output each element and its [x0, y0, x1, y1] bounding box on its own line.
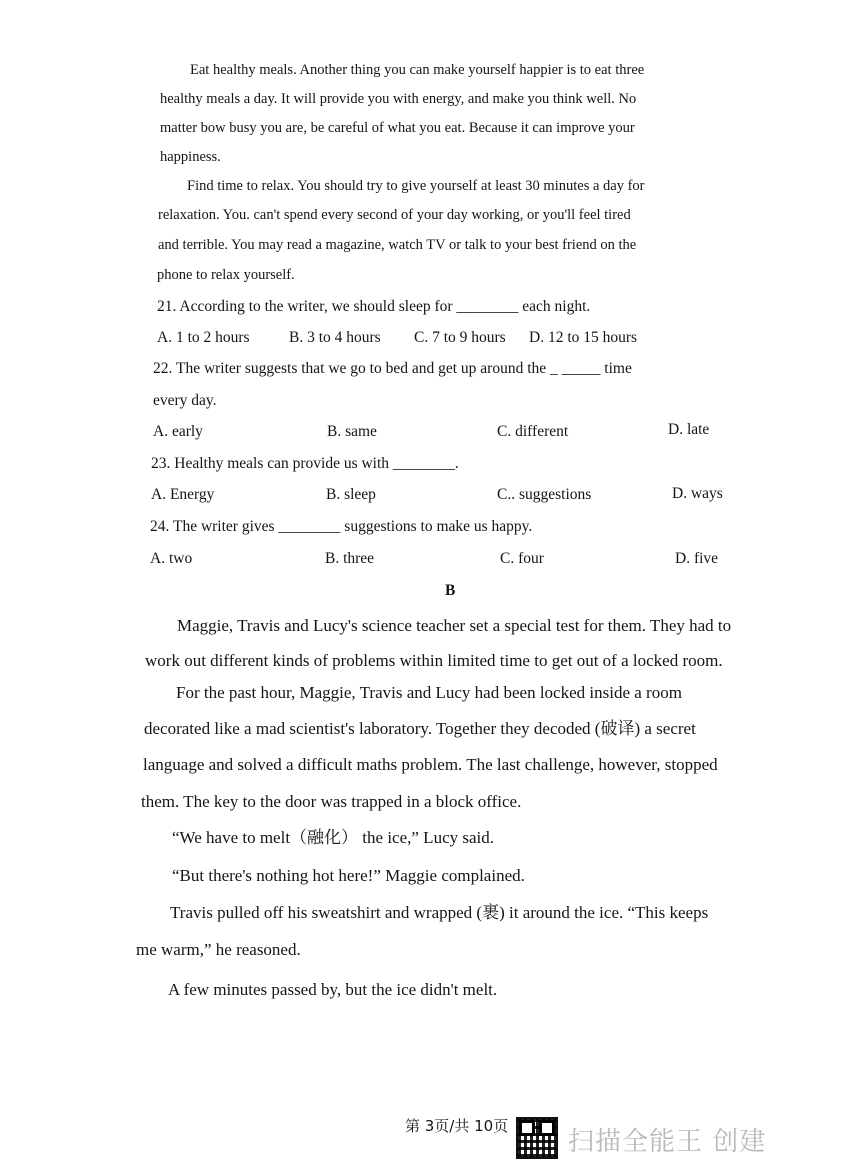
text-line: matter bow busy you are, be careful of what you eat. Because it can improve your — [160, 120, 635, 136]
text-line: For the past hour, Maggie, Travis and Lucy had been locked inside a room — [176, 683, 682, 702]
text-line: Travis pulled off his sweatshirt and wrapped (裹) it around the ice. “This keeps — [170, 903, 709, 922]
text-line: happiness. — [160, 149, 221, 165]
option-b: B. 3 to 4 hours — [289, 329, 381, 346]
text-line: Eat healthy meals. Another thing you can make yourself happier is to eat three — [190, 62, 645, 78]
option-b: B. sleep — [326, 486, 376, 503]
option-c: C.. suggestions — [497, 486, 592, 503]
text-line: them. The key to the door was trapped in a block office. — [141, 792, 522, 811]
dialogue-line: “We have to melt（融化） the ice,” Lucy said. — [172, 828, 494, 847]
text-line: phone to relax yourself. — [157, 267, 295, 283]
option-d: D. five — [675, 550, 719, 567]
dialogue-line: “But there's nothing hot here!” Maggie complained. — [172, 866, 525, 885]
option-a: A. two — [150, 550, 193, 567]
option-b: B. same — [327, 423, 377, 440]
page-number: 第 3页/共 10页 — [405, 1117, 509, 1135]
text-line: decorated like a mad scientist's laboratory. Together they decoded (破译) a secret — [144, 719, 696, 738]
question-stem-continued: every day. — [153, 392, 217, 409]
text-line: healthy meals a day. It will provide you with energy, and make you think well. No — [160, 91, 637, 107]
text-line: Find time to relax. You should try to give yourself at least 30 minutes a day for — [187, 178, 645, 194]
option-a: A. early — [153, 423, 203, 440]
option-d: D. 12 to 15 hours — [529, 329, 638, 346]
option-a: A. 1 to 2 hours — [157, 329, 250, 346]
qr-code-icon — [516, 1117, 558, 1159]
option-a: A. Energy — [151, 486, 215, 503]
question-stem: 21. According to the writer, we should sleep for ________ each night. — [157, 298, 591, 315]
text-line: language and solved a difficult maths problem. The last challenge, however, stopped — [143, 755, 718, 774]
question-stem: 22. The writer suggests that we go to bed and get up around the _ _____ time — [153, 360, 632, 377]
scanner-watermark: 扫描全能王 创建 — [568, 1127, 767, 1157]
option-c: C. four — [500, 550, 544, 567]
text-line: me warm,” he reasoned. — [136, 940, 301, 959]
question-stem: 24. The writer gives ________ suggestions to make us happy. — [150, 518, 533, 535]
text-line: A few minutes passed by, but the ice didn't melt. — [168, 980, 498, 999]
option-c: C. different — [497, 423, 569, 440]
text-line: relaxation. You. can't spend every second of your day working, or you'll feel tired — [158, 207, 631, 223]
text-line: Maggie, Travis and Lucy's science teacher set a special test for them. They had to — [177, 616, 732, 635]
text-line: and terrible. You may read a magazine, watch TV or talk to your best friend on the — [158, 237, 637, 253]
option-b: B. three — [325, 550, 375, 567]
question-stem: 23. Healthy meals can provide us with ________. — [151, 455, 459, 472]
option-d: D. ways — [672, 485, 723, 502]
option-d: D. late — [668, 421, 710, 438]
text-line: work out different kinds of problems within limited time to get out of a locked room. — [145, 651, 723, 670]
section-heading: B — [445, 582, 456, 599]
option-c: C. 7 to 9 hours — [414, 329, 506, 346]
